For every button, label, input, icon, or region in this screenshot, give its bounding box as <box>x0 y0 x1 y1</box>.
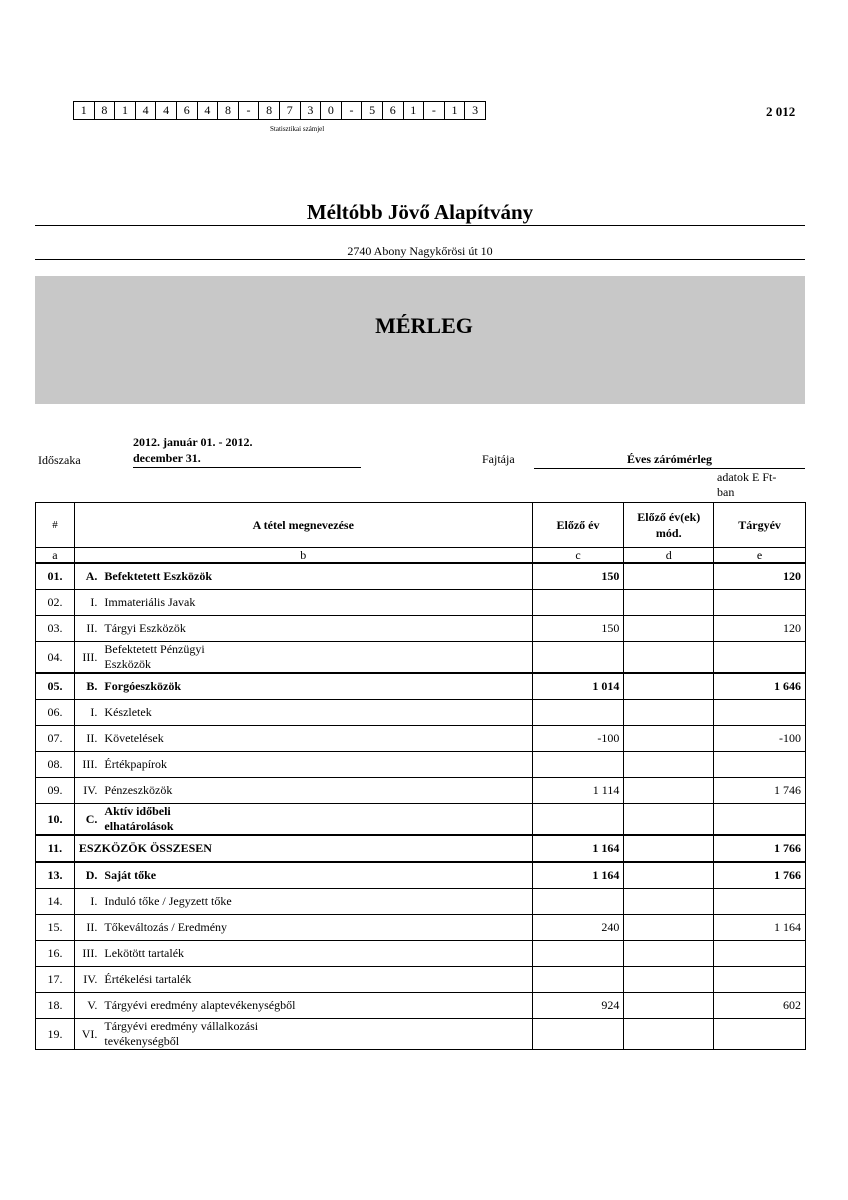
table-row <box>36 835 806 862</box>
row-current-year-value <box>714 804 806 836</box>
row-number: 08. <box>36 752 75 778</box>
row-prev-year-value <box>532 700 624 726</box>
statistical-number-digit: 8 <box>259 102 280 119</box>
row-label: Pénzeszközök <box>100 778 532 804</box>
table-row <box>36 642 806 674</box>
row-label: Induló tőke / Jegyzett tőke <box>100 889 532 915</box>
row-roman-index: IV. <box>74 967 100 993</box>
row-current-year-value: 602 <box>714 993 806 1019</box>
title-banner <box>35 276 805 404</box>
statistical-number-digit: 5 <box>362 102 383 119</box>
statistical-number-digit: - <box>239 102 260 119</box>
row-current-year-value: 1 766 <box>714 862 806 889</box>
row-number: 19. <box>36 1019 75 1050</box>
table-row <box>36 563 806 590</box>
row-current-year-value <box>714 642 806 674</box>
row-roman-index: A. <box>74 563 100 590</box>
row-current-year-value: 1 646 <box>714 673 806 700</box>
row-modification-value <box>624 862 714 889</box>
row-modification-value <box>624 778 714 804</box>
row-prev-year-value: 924 <box>532 993 624 1019</box>
table-row <box>36 590 806 616</box>
row-roman-index: C. <box>74 804 100 836</box>
row-current-year-value: 1 164 <box>714 915 806 941</box>
page-title: MÉRLEG <box>375 313 473 338</box>
table-row <box>36 941 806 967</box>
table-row <box>36 862 806 889</box>
row-prev-year-value: 1 114 <box>532 778 624 804</box>
row-modification-value <box>624 642 714 674</box>
row-label: ESZKÖZÖK ÖSSZESEN <box>74 835 532 862</box>
row-prev-year-value: 150 <box>532 563 624 590</box>
row-label: Tárgyi Eszközök <box>100 616 532 642</box>
row-number: 01. <box>36 563 75 590</box>
table-row <box>36 804 806 836</box>
divider <box>35 259 805 260</box>
row-modification-value <box>624 590 714 616</box>
column-letter: a <box>36 548 75 564</box>
row-current-year-value: 1 766 <box>714 835 806 862</box>
row-roman-index: III. <box>74 752 100 778</box>
row-number: 15. <box>36 915 75 941</box>
row-prev-year-value <box>532 804 624 836</box>
row-roman-index: II. <box>74 726 100 752</box>
row-prev-year-value <box>532 941 624 967</box>
column-letter: b <box>74 548 532 564</box>
row-label: Tárgyévi eredmény vállalkozási tevékenységből <box>100 1019 532 1050</box>
statistical-number-digit: 4 <box>136 102 157 119</box>
row-current-year-value <box>714 1019 806 1050</box>
row-current-year-value: -100 <box>714 726 806 752</box>
type-value: Éves zárómérleg <box>534 452 805 469</box>
divider <box>35 225 805 226</box>
row-prev-year-value: 240 <box>532 915 624 941</box>
type-label: Fajtája <box>482 452 515 466</box>
row-prev-year-value <box>532 642 624 674</box>
row-label: Befektetett Eszközök <box>100 563 532 590</box>
row-prev-year-value: 1 164 <box>532 862 624 889</box>
table-row <box>36 967 806 993</box>
unit-note-line-1: adatok E Ft- <box>717 470 777 484</box>
organization-address: 2740 Abony Nagykőrösi út 10 <box>347 244 493 258</box>
table-row <box>36 778 806 804</box>
statistical-number-label: Statisztikai számjel <box>270 125 325 133</box>
row-label: Értékpapírok <box>100 752 532 778</box>
column-header-prev: Előző év <box>532 503 624 548</box>
row-number: 05. <box>36 673 75 700</box>
table-row <box>36 700 806 726</box>
row-prev-year-value: -100 <box>532 726 624 752</box>
row-current-year-value <box>714 967 806 993</box>
row-prev-year-value: 1 014 <box>532 673 624 700</box>
table-row <box>36 1019 806 1050</box>
table-row <box>36 752 806 778</box>
table-row <box>36 889 806 915</box>
row-current-year-value <box>714 941 806 967</box>
statistical-number-digit: 7 <box>280 102 301 119</box>
row-label: Követelések <box>100 726 532 752</box>
row-number: 13. <box>36 862 75 889</box>
year: 2 012 <box>766 104 796 119</box>
statistical-number-digit: 3 <box>472 103 479 117</box>
row-modification-value <box>624 673 714 700</box>
statistical-number-digit: 0 <box>321 102 342 119</box>
statistical-number-boxes <box>73 101 486 120</box>
row-roman-index: V. <box>74 993 100 1019</box>
column-header-name: A tétel megnevezése <box>74 503 532 548</box>
row-label: Forgóeszközök <box>100 673 532 700</box>
row-prev-year-value: 150 <box>532 616 624 642</box>
statistical-number-digit: 1 <box>74 102 95 119</box>
row-current-year-value: 1 746 <box>714 778 806 804</box>
row-number: 09. <box>36 778 75 804</box>
statistical-number-digit: - <box>424 102 445 119</box>
row-prev-year-value <box>532 590 624 616</box>
row-number: 03. <box>36 616 75 642</box>
column-header-mod <box>624 503 714 548</box>
balance-sheet-table <box>35 502 806 1050</box>
row-number: 14. <box>36 889 75 915</box>
row-roman-index: II. <box>74 915 100 941</box>
row-roman-index: I. <box>74 889 100 915</box>
row-modification-value <box>624 1019 714 1050</box>
row-current-year-value <box>714 700 806 726</box>
column-header-num: # <box>36 503 75 548</box>
organization-name: Méltóbb Jövő Alapítvány <box>306 200 534 224</box>
period-value <box>133 434 361 468</box>
period-label: Időszaka <box>38 453 81 467</box>
row-label: Aktív időbeli elhatárolások <box>100 804 532 836</box>
row-roman-index: D. <box>74 862 100 889</box>
row-label: Értékelési tartalék <box>100 967 532 993</box>
table-row <box>36 726 806 752</box>
row-label: Befektetett Pénzügyi Eszközök <box>100 642 532 674</box>
row-roman-index: I. <box>74 700 100 726</box>
table-row <box>36 616 806 642</box>
row-number: 10. <box>36 804 75 836</box>
row-modification-value <box>624 889 714 915</box>
row-current-year-value <box>714 590 806 616</box>
row-roman-index: I. <box>74 590 100 616</box>
column-letter: d <box>624 548 714 564</box>
row-label: Saját tőke <box>100 862 532 889</box>
row-number: 17. <box>36 967 75 993</box>
row-number: 02. <box>36 590 75 616</box>
row-modification-value <box>624 752 714 778</box>
column-letter: c <box>532 548 624 564</box>
row-roman-index: III. <box>74 941 100 967</box>
row-prev-year-value: 1 164 <box>532 835 624 862</box>
period-line-2: december 31. <box>133 451 201 465</box>
row-modification-value <box>624 700 714 726</box>
statistical-number-digit: 6 <box>177 102 198 119</box>
row-roman-index: B. <box>74 673 100 700</box>
column-header-mod-line-1: Előző év(ek) <box>637 510 701 524</box>
row-modification-value <box>624 941 714 967</box>
row-label: Tőkeváltozás / Eredmény <box>100 915 532 941</box>
statistical-number-digit: - <box>342 102 363 119</box>
statistical-number-digit: 4 <box>156 102 177 119</box>
unit-note-line-2: ban <box>717 485 735 499</box>
statistical-number-digit: 1 <box>404 102 425 119</box>
period-line-1: 2012. január 01. - 2012. <box>133 435 253 449</box>
statistical-number-digit: 4 <box>198 102 219 119</box>
row-current-year-value: 120 <box>714 616 806 642</box>
row-modification-value <box>624 993 714 1019</box>
row-number: 16. <box>36 941 75 967</box>
row-roman-index: III. <box>74 642 100 674</box>
row-current-year-value: 120 <box>714 563 806 590</box>
row-label: Lekötött tartalék <box>100 941 532 967</box>
statistical-number-digit: 8 <box>95 102 116 119</box>
row-roman-index: II. <box>74 616 100 642</box>
column-letter: e <box>714 548 806 564</box>
statistical-number-digit: 6 <box>383 102 404 119</box>
row-modification-value <box>624 616 714 642</box>
row-label: Készletek <box>100 700 532 726</box>
row-number: 04. <box>36 642 75 674</box>
row-number: 06. <box>36 700 75 726</box>
statistical-number-digit: 8 <box>218 102 239 119</box>
row-number: 18. <box>36 993 75 1019</box>
row-prev-year-value <box>532 1019 624 1050</box>
row-modification-value <box>624 563 714 590</box>
row-modification-value <box>624 835 714 862</box>
table-row <box>36 673 806 700</box>
column-header-curr: Tárgyév <box>714 503 806 548</box>
row-prev-year-value <box>532 889 624 915</box>
row-current-year-value <box>714 752 806 778</box>
table-row <box>36 993 806 1019</box>
row-prev-year-value <box>532 967 624 993</box>
row-prev-year-value <box>532 752 624 778</box>
row-modification-value <box>624 726 714 752</box>
row-label: Immateriális Javak <box>100 590 532 616</box>
statistical-number-digit: 1 <box>445 102 466 119</box>
row-number: 07. <box>36 726 75 752</box>
column-header-mod-line-2: mód. <box>655 526 682 540</box>
row-modification-value <box>624 804 714 836</box>
row-modification-value <box>624 915 714 941</box>
row-current-year-value <box>714 889 806 915</box>
statistical-number-digit: 1 <box>115 102 136 119</box>
row-roman-index: IV. <box>74 778 100 804</box>
row-label: Tárgyévi eredmény alaptevékenységből <box>100 993 532 1019</box>
statistical-number-digit: 3 <box>301 102 322 119</box>
row-number: 11. <box>36 835 75 862</box>
row-roman-index: VI. <box>74 1019 100 1050</box>
row-modification-value <box>624 967 714 993</box>
table-row <box>36 915 806 941</box>
unit-note <box>717 470 797 500</box>
